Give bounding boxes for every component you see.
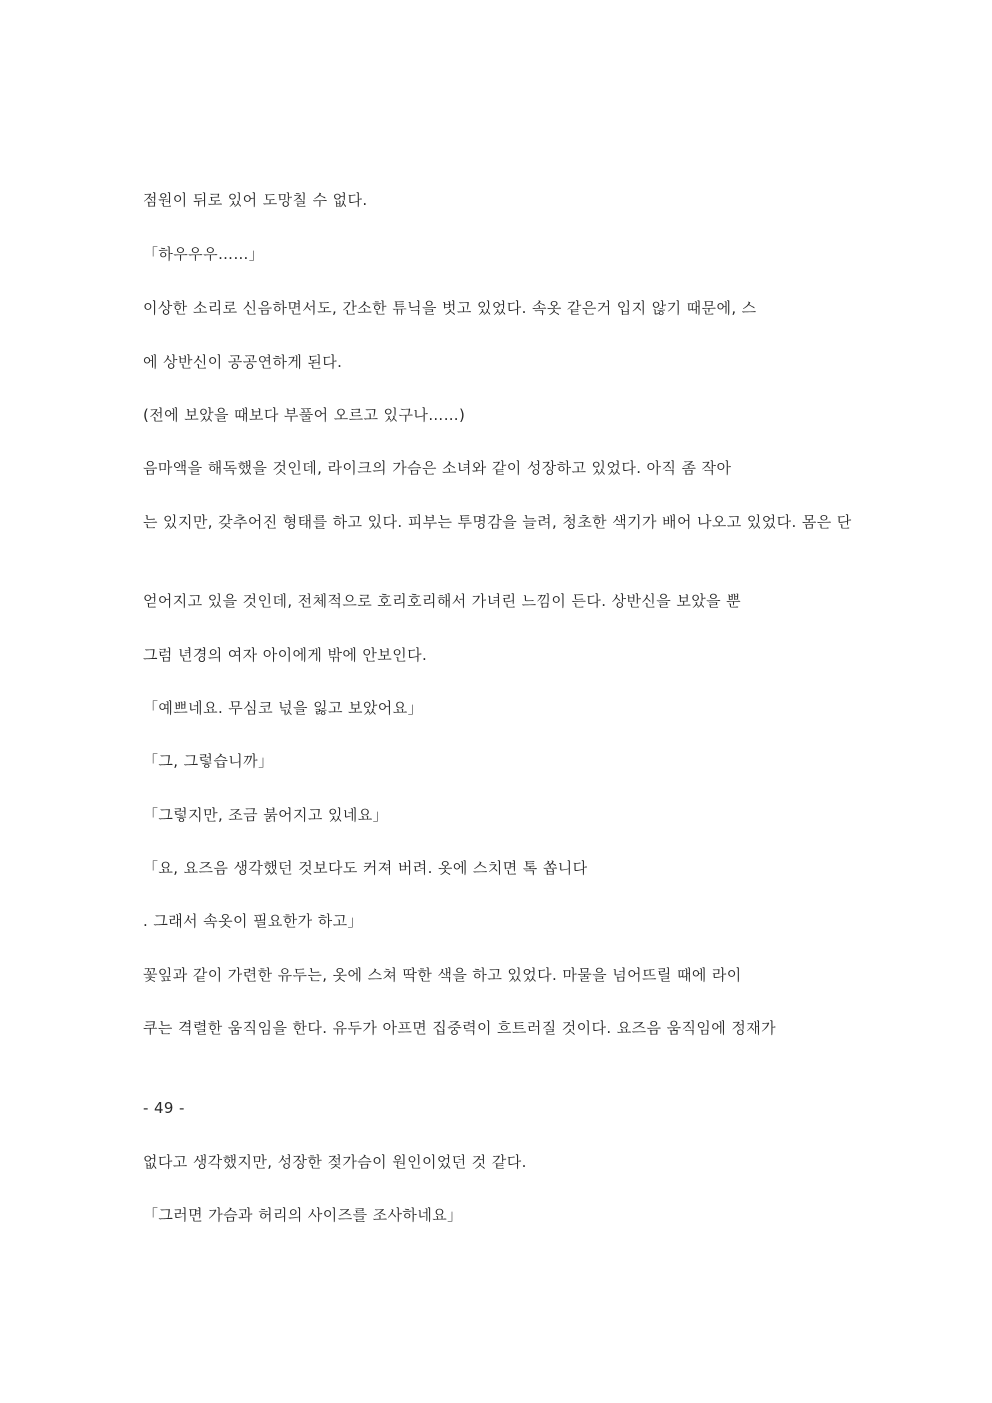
text-line: 점원이 뒤로 있어 도망칠 수 없다.: [143, 191, 368, 209]
text-line: 없다고 생각했지만, 성장한 젖가슴이 원인이었던 것 같다.: [143, 1153, 527, 1171]
dialogue-line: 「그러면 가슴과 허리의 사이즈를 조사하네요」: [143, 1206, 463, 1224]
thought-line: (전에 보았을 때보다 부풀어 오르고 있구나……): [143, 406, 466, 424]
dialogue-line: 「그렇지만, 조금 붉어지고 있네요」: [143, 806, 389, 824]
text-line: 이상한 소리로 신음하면서도, 간소한 튜닉을 벗고 있었다. 속옷 같은거 입지 않기 때문에, 스: [143, 299, 757, 317]
page-number: - 49 -: [143, 1099, 185, 1117]
text-line: 얻어지고 있을 것인데, 전체적으로 호리호리해서 가녀린 느낌이 든다. 상반신을 보았을 뿐: [143, 592, 742, 610]
dialogue-line: 「그, 그렇습니까」: [143, 752, 274, 770]
text-line: 꽃잎과 같이 가련한 유두는, 옷에 스쳐 딱한 색을 하고 있었다. 마물을 넘어뜨릴 때에 라이: [143, 966, 742, 984]
text-line: 에 상반신이 공공연하게 된다.: [143, 353, 343, 371]
dialogue-line: . 그래서 속옷이 필요한가 하고」: [143, 912, 363, 930]
dialogue-line: 「예쁘네요. 무심코 넋을 잃고 보았어요」: [143, 699, 423, 717]
text-line: 음마액을 해독했을 것인데, 라이크의 가슴은 소녀와 같이 성장하고 있었다. 아직 좀 작아: [143, 459, 732, 477]
dialogue-line: 「하우우우……」: [143, 245, 265, 263]
dialogue-line: 「요, 요즈음 생각했던 것보다도 커져 버려. 옷에 스치면 톡 쏩니다: [143, 859, 588, 877]
text-line: 는 있지만, 갖추어진 형태를 하고 있다. 피부는 투명감을 늘려, 청초한 색기가 배어 나오고 있었다. 몸은 단: [143, 513, 852, 531]
text-line: 그럼 년경의 여자 아이에게 밖에 안보인다.: [143, 646, 428, 664]
text-line: 쿠는 격렬한 움직임을 한다. 유두가 아프면 집중력이 흐트러질 것이다. 요즈음 움직임에 정재가: [143, 1019, 777, 1037]
